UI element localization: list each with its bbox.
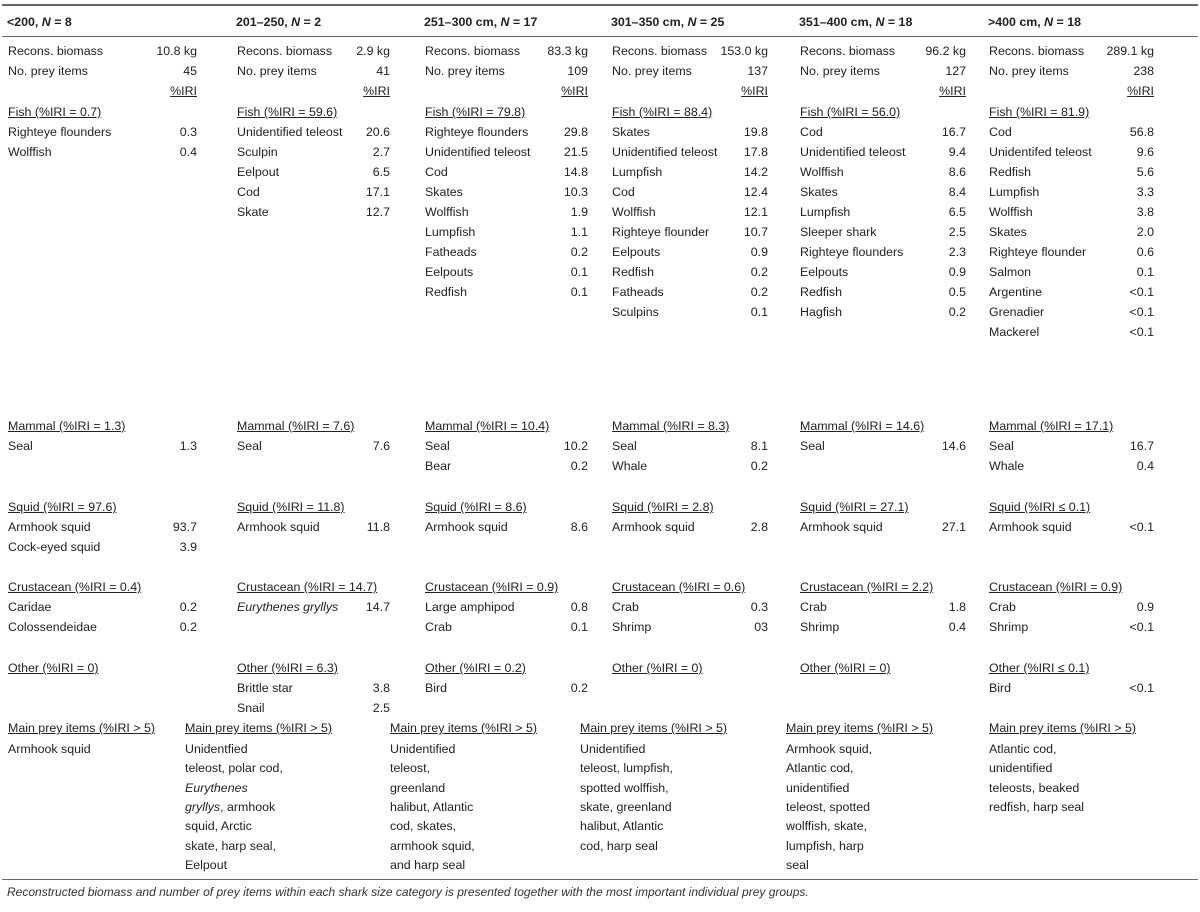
prey-item-iri: <0.1 <box>1129 285 1154 299</box>
fish-group-header: Fish (%IRI = 0.7) <box>8 105 102 119</box>
main-prey-line: spotted wolffish, <box>580 780 669 795</box>
biomass-label: Recons. biomass <box>237 44 333 58</box>
prey-count-value: 41 <box>376 64 390 78</box>
main-prey-line: skate, greenland <box>580 799 672 814</box>
main-prey-line: and harp seal <box>390 857 466 872</box>
prey-item-iri: <0.1 <box>1129 681 1154 695</box>
prey-item-iri: 12.7 <box>365 205 390 219</box>
prey-item-name: Wolffish <box>800 165 844 179</box>
biomass-value: 289.1 kg <box>1106 44 1154 58</box>
prey-item-iri: 2.3 <box>948 245 966 259</box>
prey-item-name: Armhook squid <box>612 520 695 534</box>
prey-item-iri: 29.8 <box>563 125 588 139</box>
prey-item-name: Redfish <box>800 285 843 299</box>
squid-group-header: Squid (%IRI = 27.1) <box>800 500 909 514</box>
n-symbol: N <box>1044 15 1054 29</box>
other-group-header: Other (%IRI = 0) <box>612 661 703 675</box>
prey-item-name: Bird <box>989 681 1012 695</box>
prey-item-iri: 8.1 <box>750 439 768 453</box>
squid-group-header: Squid (%IRI = 97.6) <box>8 500 117 514</box>
iri-column-label: %IRI <box>363 84 390 98</box>
main-prey-line: Eurythenes <box>185 780 248 795</box>
prey-item-iri: 0.8 <box>570 600 588 614</box>
table-bottom-rule <box>2 879 1198 880</box>
prey-item-name: Lumpfish <box>612 165 663 179</box>
other-group-header: Other (%IRI = 0) <box>8 661 99 675</box>
sample-size: = 17 <box>509 15 538 29</box>
prey-count-label: No. prey items <box>612 64 692 78</box>
column-header <box>236 14 321 31</box>
crustacean-group-header: Crustacean (%IRI = 0.9) <box>989 580 1123 594</box>
prey-item-name: Crab <box>989 600 1016 614</box>
prey-item-iri: 0.9 <box>750 245 768 259</box>
prey-item-name: Seal <box>800 439 825 453</box>
prey-item-name: Wolffish <box>8 145 52 159</box>
prey-item-name: Mackerel <box>989 325 1040 339</box>
biomass-label: Recons. biomass <box>989 44 1085 58</box>
prey-item-iri: 21.5 <box>563 145 588 159</box>
n-symbol: N <box>41 15 51 29</box>
prey-item-name: Whale <box>989 459 1025 473</box>
biomass-value: 153.0 kg <box>720 44 768 58</box>
prey-item-iri: 0.3 <box>179 125 197 139</box>
fish-group-header: Fish (%IRI = 79.8) <box>425 105 526 119</box>
crustacean-group-header: Crustacean (%IRI = 0.9) <box>425 580 559 594</box>
prey-item-iri: 1.3 <box>179 439 197 453</box>
squid-group-header: Squid (%IRI = 8.6) <box>425 500 527 514</box>
prey-item-iri: 0.2 <box>179 600 197 614</box>
prey-item-iri: 0.5 <box>948 285 966 299</box>
prey-item-iri: 0.1 <box>570 285 588 299</box>
prey-item-name: Sculpin <box>237 145 278 159</box>
prey-item-iri: 8.6 <box>948 165 966 179</box>
prey-item-name: Wolffish <box>425 205 469 219</box>
prey-item-name: Seal <box>237 439 262 453</box>
prey-item-iri: 19.8 <box>743 125 768 139</box>
prey-item-iri: 0.2 <box>570 681 588 695</box>
prey-item-iri: 1.9 <box>570 205 588 219</box>
prey-item-name: Wolffish <box>989 205 1033 219</box>
squid-group-header: Squid (%IRI = 11.8) <box>237 500 345 514</box>
prey-item-name: Colossendeidae <box>8 620 97 634</box>
column-header <box>424 14 537 31</box>
prey-item-iri: 03 <box>754 620 768 634</box>
prey-item-name: Righteye flounder <box>989 245 1087 259</box>
prey-item-iri: 16.7 <box>941 125 966 139</box>
prey-item-name: Redfish <box>612 265 655 279</box>
prey-item-iri: 7.6 <box>372 439 390 453</box>
prey-item-iri: 20.6 <box>365 125 390 139</box>
prey-item-name: Cod <box>237 185 260 199</box>
prey-item-iri: 0.3 <box>750 600 768 614</box>
prey-item-iri: 2.5 <box>948 225 966 239</box>
prey-item-iri: 0.1 <box>570 620 588 634</box>
prey-item-name: Skate <box>237 205 269 219</box>
prey-item-iri: 12.4 <box>743 185 768 199</box>
main-prey-line: skate, harp seal, <box>185 838 276 853</box>
prey-item-name: Shrimp <box>989 620 1029 634</box>
other-group-header: Other (%IRI = 0.2) <box>425 661 526 675</box>
prey-item-iri: 11.8 <box>366 520 390 534</box>
size-class: 201–250, <box>236 15 292 29</box>
iri-column-label: %IRI <box>1127 84 1154 98</box>
main-prey-line: greenland <box>390 780 446 795</box>
n-symbol: N <box>687 15 697 29</box>
prey-item-name: Eelpouts <box>800 265 849 279</box>
prey-item-name: Salmon <box>989 265 1032 279</box>
main-prey-line: unidentified <box>786 780 850 795</box>
main-prey-line: redfish, harp seal <box>989 799 1085 814</box>
prey-item-name: Argentine <box>989 285 1043 299</box>
table-footnote: Reconstructed biomass and number of prey items within each shark size category is presented together with the most important individual prey groups. <box>7 885 809 899</box>
prey-item-name: Armhook squid <box>800 520 883 534</box>
fish-group-header: Fish (%IRI = 81.9) <box>989 105 1090 119</box>
main-prey-line: Armhook squid <box>8 742 91 756</box>
mammal-group-header: Mammal (%IRI = 14.6) <box>800 419 925 433</box>
prey-item-name: Sculpins <box>612 305 659 319</box>
prey-item-iri: 27.1 <box>941 520 966 534</box>
prey-item-name: Snail <box>237 701 265 715</box>
main-prey-line: teleost, <box>390 761 430 776</box>
main-prey-line: cod, harp seal <box>580 838 658 853</box>
column-header <box>799 14 912 31</box>
other-group-header: Other (%IRI = 0) <box>800 661 891 675</box>
n-symbol: N <box>500 15 510 29</box>
main-prey-line: Armhook squid, <box>786 742 873 756</box>
prey-item-name: Shrimp <box>612 620 652 634</box>
prey-item-name: Seal <box>612 439 637 453</box>
sample-size: = 2 <box>300 15 322 29</box>
table-top-rule <box>2 4 1198 6</box>
prey-item-name: Hagfish <box>800 305 843 319</box>
prey-count-label: No. prey items <box>237 64 317 78</box>
prey-count-label: No. prey items <box>800 64 880 78</box>
prey-item-iri: 9.4 <box>948 145 966 159</box>
prey-item-iri: <0.1 <box>1129 520 1154 534</box>
prey-item-name: Lumpfish <box>800 205 851 219</box>
prey-item-iri: 0.2 <box>750 265 768 279</box>
prey-item-name: Caridae <box>8 600 52 614</box>
prey-item-iri: 0.1 <box>570 265 588 279</box>
prey-item-name: Redfish <box>425 285 468 299</box>
prey-item-iri: 0.1 <box>1136 265 1154 279</box>
mammal-group-header: Mammal (%IRI = 17.1) <box>989 419 1114 433</box>
main-prey-header: Main prey items (%IRI > 5) <box>786 721 934 735</box>
prey-item-iri: <0.1 <box>1129 305 1154 319</box>
other-group-header: Other (%IRI = 6.3) <box>237 661 338 675</box>
main-prey-line: wolffish, skate, <box>786 819 868 834</box>
prey-item-name: Skates <box>989 225 1027 239</box>
crustacean-group-header: Crustacean (%IRI = 14.7) <box>237 580 378 594</box>
prey-count-value: 238 <box>1133 64 1154 78</box>
size-class: 301–350 cm, <box>611 15 688 29</box>
prey-item-name: Righteye flounders <box>8 125 112 139</box>
prey-item-iri: 0.2 <box>750 459 768 473</box>
main-prey-header: Main prey items (%IRI > 5) <box>989 721 1137 735</box>
prey-item-name: Unidentified teleost <box>237 125 343 139</box>
prey-item-iri: 0.9 <box>948 265 966 279</box>
n-symbol: N <box>875 15 885 29</box>
prey-item-name: Skates <box>425 185 463 199</box>
mammal-group-header: Mammal (%IRI = 1.3) <box>8 419 126 433</box>
prey-item-iri: 1.1 <box>570 225 588 239</box>
biomass-value: 10.8 kg <box>156 44 197 58</box>
prey-item-name: Brittle star <box>237 681 293 695</box>
prey-item-name: Unidentified teleost <box>800 145 906 159</box>
prey-item-iri: 2.8 <box>750 520 768 534</box>
prey-count-value: 137 <box>747 64 768 78</box>
prey-item-name: Large amphipod <box>425 600 515 614</box>
fish-group-header: Fish (%IRI = 88.4) <box>612 105 713 119</box>
prey-item-iri: 14.7 <box>365 600 390 614</box>
prey-item-iri: 93.7 <box>172 520 197 534</box>
fish-group-header: Fish (%IRI = 56.0) <box>800 105 901 119</box>
prey-item-iri: 3.8 <box>372 681 390 695</box>
main-prey-line: Unidentified <box>580 742 646 756</box>
biomass-value: 2.9 kg <box>356 44 390 58</box>
prey-item-iri: 0.2 <box>750 285 768 299</box>
prey-item-iri: 14.6 <box>941 439 966 453</box>
main-prey-line: teleost, lumpfish, <box>580 761 673 776</box>
main-prey-text: , armhook <box>220 799 276 814</box>
prey-item-iri: 17.8 <box>743 145 768 159</box>
main-prey-line: armhook squid, <box>390 838 475 853</box>
crustacean-group-header: Crustacean (%IRI = 0.4) <box>8 580 142 594</box>
prey-item-name: Armhook squid <box>237 520 320 534</box>
prey-item-name: Eelpout <box>237 165 280 179</box>
prey-item-iri: 8.4 <box>948 185 966 199</box>
prey-item-name: Lumpfish <box>425 225 476 239</box>
prey-item-name: Skates <box>612 125 650 139</box>
main-prey-line <box>185 799 275 816</box>
prey-item-iri: 12.1 <box>743 205 768 219</box>
prey-item-iri: <0.1 <box>1129 620 1154 634</box>
prey-item-iri: 1.8 <box>948 600 966 614</box>
prey-item-iri: 0.6 <box>1136 245 1154 259</box>
main-prey-line: lumpfish, harp <box>786 838 864 853</box>
iri-column-label: %IRI <box>170 84 197 98</box>
main-prey-line: Unidentfied <box>185 742 248 756</box>
mammal-group-header: Mammal (%IRI = 10.4) <box>425 419 550 433</box>
prey-item-name: Whale <box>612 459 648 473</box>
column-header <box>611 14 724 31</box>
prey-item-name: Seal <box>8 439 33 453</box>
n-symbol: N <box>291 15 301 29</box>
prey-item-name: Bear <box>425 459 452 473</box>
prey-item-name: Grenadier <box>989 305 1045 319</box>
main-prey-line: Atlantic cod, <box>786 761 854 776</box>
prey-item-iri: 0.1 <box>750 305 768 319</box>
prey-item-name: Eelpouts <box>425 265 474 279</box>
prey-item-name: Unidentifed teleost <box>989 145 1092 159</box>
biomass-label: Recons. biomass <box>800 44 896 58</box>
prey-item-iri: 5.6 <box>1136 165 1154 179</box>
prey-item-iri: 3.8 <box>1136 205 1154 219</box>
main-prey-line: teleosts, beaked <box>989 780 1080 795</box>
main-prey-line: cod, skates, <box>390 819 457 834</box>
prey-count-label: No. prey items <box>8 64 88 78</box>
prey-item-iri: 17.1 <box>365 185 390 199</box>
fish-group-header: Fish (%IRI = 59.6) <box>237 105 338 119</box>
crustacean-group-header: Crustacean (%IRI = 2.2) <box>800 580 934 594</box>
prey-item-iri: 0.9 <box>1136 600 1154 614</box>
main-prey-header: Main prey items (%IRI > 5) <box>8 721 156 735</box>
main-prey-line: teleost, polar cod, <box>185 761 283 776</box>
column-header <box>988 14 1081 31</box>
prey-item-name: Eurythenes gryllys <box>237 600 339 614</box>
prey-item-name: Fatheads <box>425 245 477 259</box>
column-header <box>7 14 72 31</box>
prey-item-name: Armhook squid <box>425 520 508 534</box>
prey-item-iri: 14.8 <box>563 165 588 179</box>
size-class: 251–300 cm, <box>424 15 501 29</box>
biomass-label: Recons. biomass <box>8 44 104 58</box>
prey-item-iri: 56.8 <box>1129 125 1154 139</box>
prey-item-name: Crab <box>800 600 827 614</box>
prey-item-name: Crab <box>425 620 452 634</box>
crustacean-group-header: Crustacean (%IRI = 0.6) <box>612 580 746 594</box>
prey-item-iri: 6.5 <box>372 165 390 179</box>
main-prey-line: halibut, Atlantic <box>580 819 664 834</box>
prey-item-iri: 9.6 <box>1136 145 1154 159</box>
prey-count-value: 127 <box>945 64 966 78</box>
species-italic: gryllys <box>185 799 221 814</box>
prey-item-name: Unidentified teleost <box>425 145 531 159</box>
prey-item-iri: 3.9 <box>179 540 197 554</box>
prey-count-label: No. prey items <box>989 64 1069 78</box>
main-prey-header: Main prey items (%IRI > 5) <box>185 721 333 735</box>
size-class: 351–400 cm, <box>799 15 876 29</box>
header-rule <box>2 36 1198 37</box>
iri-column-label: %IRI <box>741 84 768 98</box>
sample-size: = 18 <box>1053 15 1082 29</box>
size-class: <200, <box>7 15 42 29</box>
size-class: >400 cm, <box>988 15 1045 29</box>
prey-item-iri: 0.2 <box>570 459 588 473</box>
iri-column-label: %IRI <box>939 84 966 98</box>
main-prey-line: teleost, spotted <box>786 799 871 814</box>
prey-item-iri: 8.6 <box>570 520 588 534</box>
iri-column-label: %IRI <box>561 84 588 98</box>
prey-item-iri: 16.7 <box>1129 439 1154 453</box>
prey-item-iri: 10.3 <box>563 185 588 199</box>
main-prey-header: Main prey items (%IRI > 5) <box>390 721 538 735</box>
prey-item-iri: 0.4 <box>179 145 197 159</box>
main-prey-line: Unidentified <box>390 742 456 756</box>
prey-item-name: Cock-eyed squid <box>8 540 101 554</box>
main-prey-line: Atlantic cod, <box>989 742 1057 756</box>
biomass-value: 83.3 kg <box>547 44 588 58</box>
prey-item-name: Cod <box>800 125 823 139</box>
prey-count-label: No. prey items <box>425 64 505 78</box>
main-prey-line: Eelpout <box>185 857 228 872</box>
squid-group-header: Squid (%IRI ≤ 0.1) <box>989 500 1091 514</box>
prey-item-iri: 0.4 <box>1136 459 1154 473</box>
main-prey-header: Main prey items (%IRI > 5) <box>580 721 728 735</box>
prey-item-iri: 3.3 <box>1136 185 1154 199</box>
prey-item-name: Bird <box>425 681 448 695</box>
prey-item-iri: 10.7 <box>743 225 768 239</box>
prey-item-name: Crab <box>612 600 639 614</box>
prey-item-name: Sleeper shark <box>800 225 877 239</box>
prey-item-name: Wolffish <box>612 205 656 219</box>
main-prey-line: seal <box>786 857 809 872</box>
prey-item-name: Lumpfish <box>989 185 1040 199</box>
prey-count-value: 45 <box>183 64 197 78</box>
sample-size: = 25 <box>696 15 725 29</box>
prey-item-iri: 0.2 <box>948 305 966 319</box>
sample-size: = 8 <box>50 15 72 29</box>
prey-item-name: Eelpouts <box>612 245 661 259</box>
prey-item-name: Cod <box>989 125 1012 139</box>
prey-item-name: Seal <box>425 439 450 453</box>
prey-item-iri: 2.5 <box>372 701 390 715</box>
prey-item-iri: 14.2 <box>743 165 768 179</box>
other-group-header: Other (%IRI ≤ 0.1) <box>989 661 1090 675</box>
prey-item-iri: 2.0 <box>1136 225 1154 239</box>
prey-item-name: Fatheads <box>612 285 664 299</box>
prey-item-name: Shrimp <box>800 620 840 634</box>
prey-item-iri: 0.4 <box>948 620 966 634</box>
biomass-label: Recons. biomass <box>612 44 708 58</box>
prey-item-name: Righteye flounders <box>800 245 904 259</box>
sample-size: = 18 <box>884 15 913 29</box>
prey-item-iri: 10.2 <box>563 439 588 453</box>
prey-item-iri: 0.2 <box>179 620 197 634</box>
prey-count-value: 109 <box>567 64 588 78</box>
prey-item-name: Skates <box>800 185 838 199</box>
biomass-label: Recons. biomass <box>425 44 521 58</box>
squid-group-header: Squid (%IRI = 2.8) <box>612 500 714 514</box>
main-prey-line: halibut, Atlantic <box>390 799 474 814</box>
biomass-value: 96.2 kg <box>925 44 966 58</box>
prey-item-name: Righteye flounder <box>612 225 710 239</box>
prey-item-iri: 6.5 <box>948 205 966 219</box>
prey-item-iri: <0.1 <box>1129 325 1154 339</box>
mammal-group-header: Mammal (%IRI = 7.6) <box>237 419 355 433</box>
prey-item-iri: 2.7 <box>372 145 390 159</box>
mammal-group-header: Mammal (%IRI = 8.3) <box>612 419 730 433</box>
main-prey-line: unidentified <box>989 761 1053 776</box>
prey-item-name: Cod <box>612 185 635 199</box>
prey-item-name: Cod <box>425 165 448 179</box>
prey-item-name: Unidentified teleost <box>612 145 718 159</box>
prey-item-iri: 0.2 <box>570 245 588 259</box>
prey-item-name: Armhook squid <box>989 520 1072 534</box>
prey-item-name: Redfish <box>989 165 1032 179</box>
prey-item-name: Armhook squid <box>8 520 91 534</box>
prey-item-name: Seal <box>989 439 1014 453</box>
main-prey-line: squid, Arctic <box>185 819 252 834</box>
prey-item-name: Righteye flounders <box>425 125 529 139</box>
